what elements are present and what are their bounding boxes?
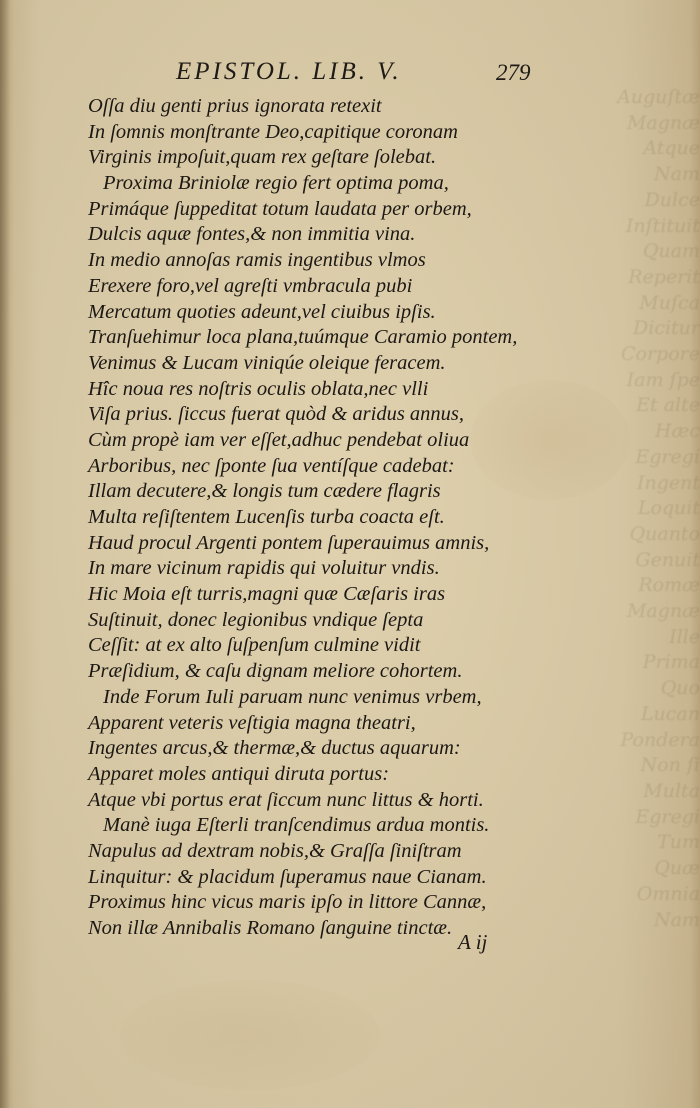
verse-line: Erexere foro,vel agreſti vmbracula pubi xyxy=(88,274,413,297)
verse-line: Multa reſiſtentem Lucenſis turba coacta eſt. xyxy=(88,506,445,528)
verse-line: Ingentes arcus,& thermæ,& ductus aquarum: xyxy=(88,737,461,760)
verse-line: Ceſſit: at ex alto ſuſpenſum culmine vidit xyxy=(88,634,421,657)
verse-line: Inde Forum Iuli paruam nunc venimus vrbem, xyxy=(103,685,482,708)
verse-line: Hic Moia eſt turris,magni quæ Cæſaris iras xyxy=(88,583,446,606)
verse-line: Atque vbi portus erat ſiccum nunc littus & horti. xyxy=(88,788,484,811)
show-through-text: Auguſtæ Magnæ Atque Nam Dulce Inſtituit Quam Reperit Muſca Dicitur Corpore Iam ſpe Et alte Hæc Egregi Ingent Loquit Quanto Genuit Romæ Magnæ Ille Prima Quo Lucan Pondera Non ſi Multa Egregi Tum Quæ Omnia Nam xyxy=(617,86,700,931)
verse-line: Viſa prius. ſiccus fuerat quòd & aridus annus, xyxy=(88,403,465,426)
verse-line: Arboribus, nec ſponte ſua ventíſque cadebat: xyxy=(88,454,455,477)
verse-line: Mercatum quoties adeunt,vel ciuibus ipſis. xyxy=(88,300,436,323)
verse-line: Linquitur: & placidum ſuperamus naue Cianam. xyxy=(88,865,487,888)
gutter-shadow xyxy=(0,0,10,1108)
verse-line: Tranſuehimur loca plana,tuúmque Caramio pontem, xyxy=(88,326,518,349)
verse-line: In mare vicinum rapidis qui voluitur vndis. xyxy=(88,557,440,580)
verse-line: Præſidium, & caſu dignam meliore cohortem. xyxy=(88,660,463,683)
verse-line: Cùm propè iam ver eſſet,adhuc pendebat oliua xyxy=(88,428,470,451)
running-title: EPISTOL. LIB. V. xyxy=(176,58,402,85)
verse-line: Dulcis aquæ fontes,& non immitia vina. xyxy=(88,223,416,246)
verse-line: Illam decutere,& longis tum cædere flagris xyxy=(88,480,441,503)
verse-line: Non illæ Annibalis Romano ſanguine tinctæ. xyxy=(88,917,453,939)
verse-line: Haud procul Argenti pontem ſuperauimus amnis, xyxy=(88,531,490,554)
page-number: 279 xyxy=(496,60,531,85)
verse-line: Venimus & Lucam viniqúe oleique feracem. xyxy=(88,351,446,374)
verse-line: Hîc noua res noſtris oculis oblata,nec vlli xyxy=(88,377,429,400)
verse-line: Proxima Briniolæ regio fert optima poma, xyxy=(103,172,449,195)
verse-line: Suſtinuit, donec legionibus vndique ſepta xyxy=(88,608,424,631)
verse-line: In medio annoſas ramis ingentibus vlmos xyxy=(88,249,426,272)
page-header xyxy=(0,52,700,92)
verse-line: Apparent veteris veſtigia magna theatri, xyxy=(88,711,416,734)
verse-line: Proximus hinc vicus maris ipſo in littore Cannæ, xyxy=(88,891,487,914)
verse-line: Oſſa diu genti prius ignorata retexit xyxy=(88,95,382,117)
verse-line: Apparet moles antiqui diruta portus: xyxy=(88,762,390,785)
verse-line: Virginis impoſuit,quam rex geſtare ſolebat. xyxy=(88,146,437,169)
verse-line: In ſomnis monſtrante Deo,capitique coronam xyxy=(88,120,458,143)
signature-mark: A ij xyxy=(458,930,488,954)
verse-line: Manè iuga Eſterli tranſcendimus ardua montis. xyxy=(103,814,490,837)
verse-line: Napulus ad dextram nobis,& Graſſa ſiniſtram xyxy=(88,839,462,862)
paper-stain xyxy=(120,980,380,1090)
verse-line: Primáque ſuppeditat totum laudata per orbem, xyxy=(88,197,472,220)
verse-block xyxy=(88,94,528,942)
